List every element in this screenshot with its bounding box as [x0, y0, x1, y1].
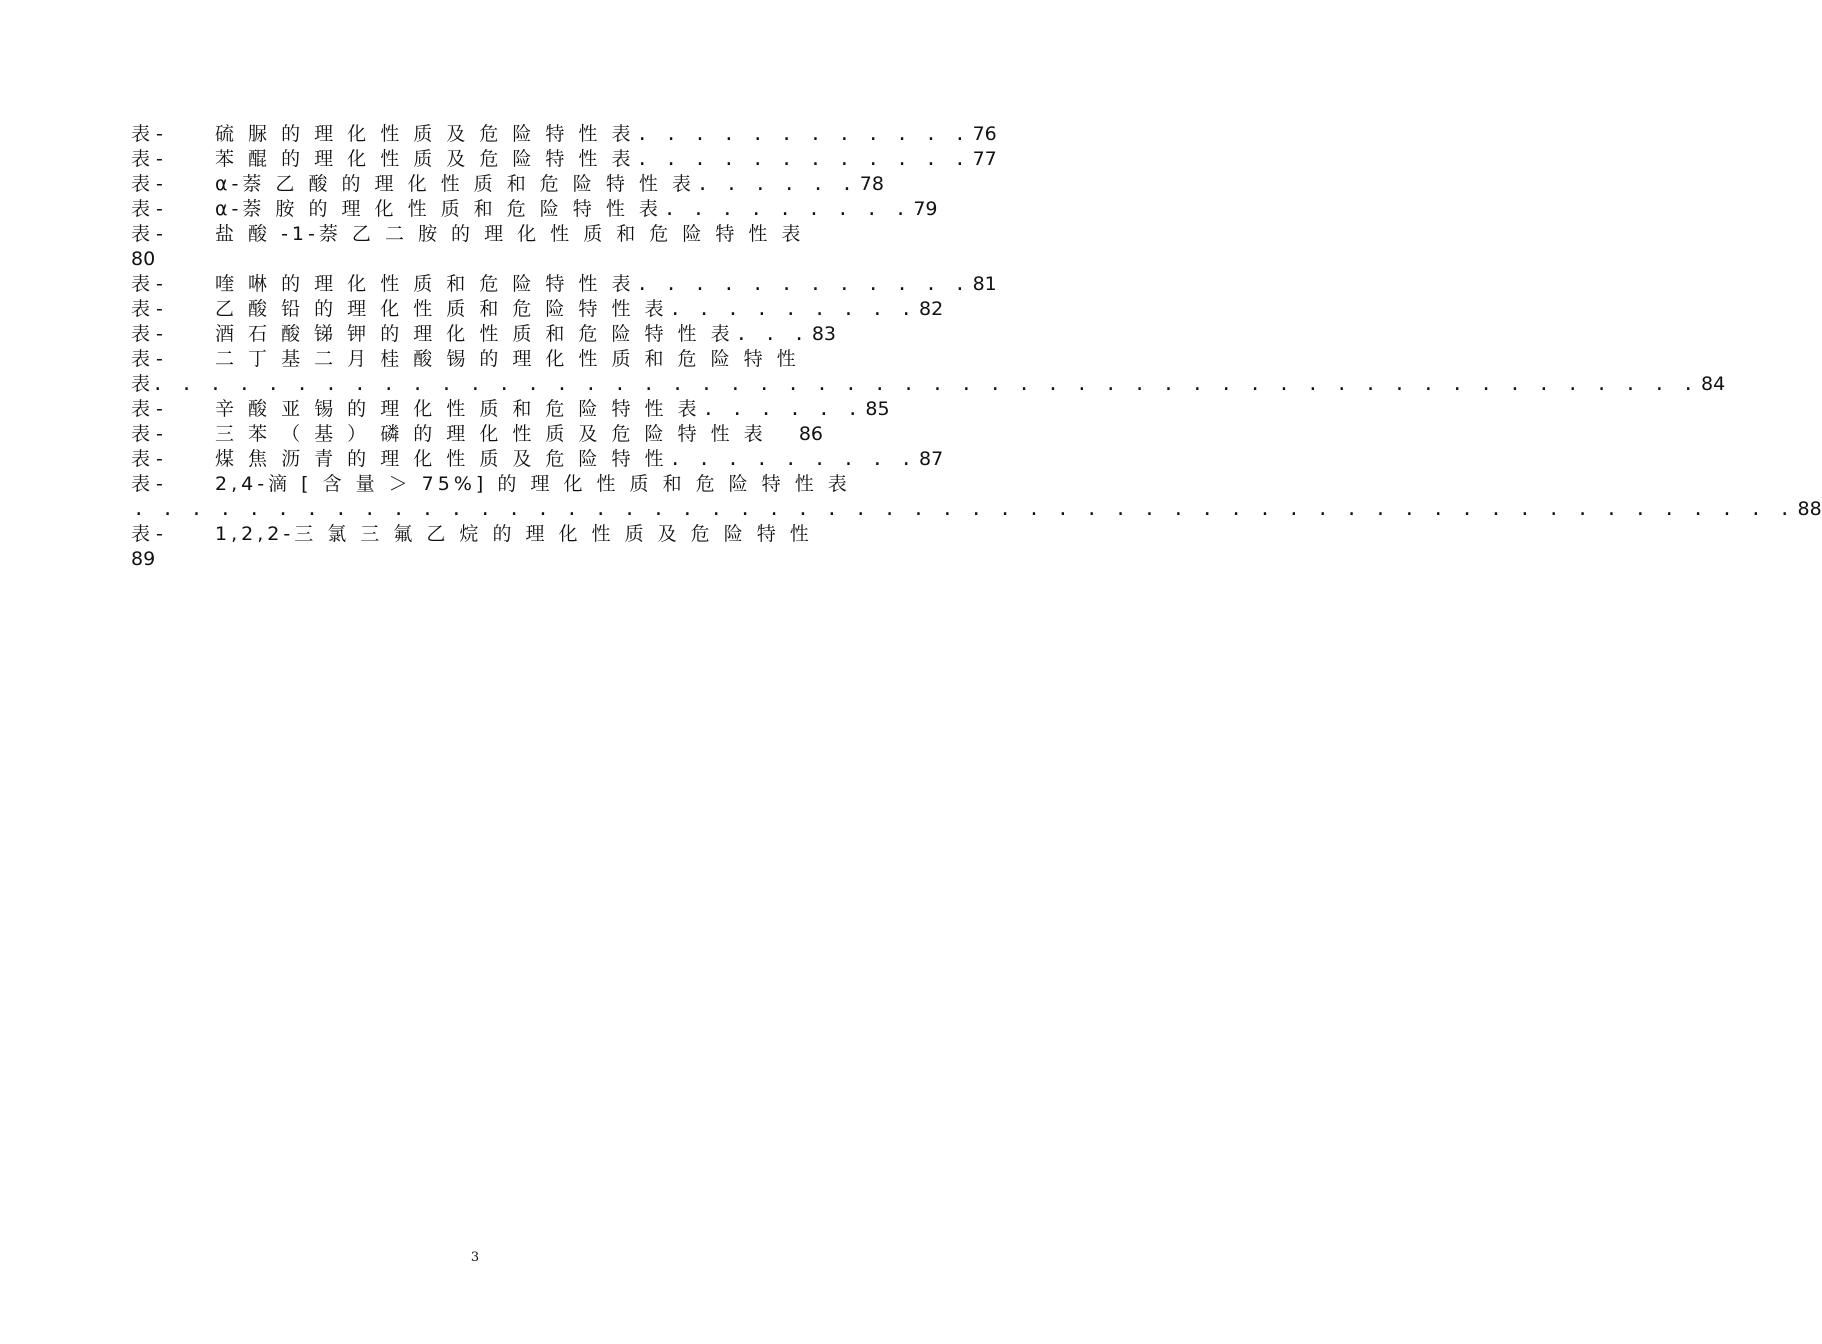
toc-page-number-continuation: 89 [131, 548, 156, 570]
toc-leader: . . . . . . . . . . . . [636, 273, 969, 295]
toc-leader: . . . . . . . . . . . . . . . . . . . . . . . . . . . . . . . . . . . . . . . . . . . . . . . . . . . . . . [152, 373, 1697, 395]
toc-leader: . . . . . . . . . [669, 448, 915, 470]
toc-title: 乙 酸 铅 的 理 化 性 质 和 危 险 特 性 表 [215, 298, 668, 320]
toc-prefix: 表 - [131, 423, 163, 445]
toc-title: 酒 石 酸 锑 钾 的 理 化 性 质 和 危 险 特 性 表 [215, 323, 734, 345]
toc-entry[interactable] [131, 122, 997, 147]
toc-entry[interactable] [131, 322, 836, 347]
toc-prefix: 表 - [131, 398, 163, 420]
toc-prefix: 表 - [131, 273, 163, 295]
toc-prefix: 表 - [131, 348, 163, 370]
toc-continuation-text: 表 [131, 373, 151, 395]
toc-entry[interactable] [131, 297, 944, 322]
toc-leader: . . . . . . . . . [663, 198, 910, 220]
toc-title: 硫 脲 的 理 化 性 质 及 危 险 特 性 表 [215, 123, 635, 145]
page-number-footer: 3 [470, 1250, 480, 1265]
toc-prefix: 表 - [131, 473, 163, 495]
toc-prefix: 表 - [131, 123, 163, 145]
toc-title: α-萘 胺 的 理 化 性 质 和 危 险 特 性 表 [215, 198, 662, 220]
toc-page-number: 83 [811, 323, 836, 345]
toc-page-number: 84 [1701, 373, 1726, 395]
toc-prefix: 表 - [131, 448, 163, 470]
toc-page-number: 79 [913, 198, 938, 220]
toc-title: α-萘 乙 酸 的 理 化 性 质 和 危 险 特 性 表 [215, 173, 695, 195]
toc-entry[interactable] [131, 422, 823, 447]
toc-entry[interactable] [131, 272, 997, 297]
toc-entry[interactable] [131, 347, 823, 372]
toc-page-number: 78 [859, 173, 884, 195]
toc-continuation [131, 372, 1726, 397]
toc-leader: . . . . . . . . . . . . . . . . . . . . . . . . . . . . . . . . . . . . . . . . . . . . . . . . . . . . . . . . . . [133, 498, 1794, 520]
toc-page-number: 82 [918, 298, 944, 320]
toc-prefix: 表 - [131, 198, 163, 220]
toc-page-number: 87 [918, 448, 944, 470]
toc-leader: . . . . . . . . . . . . [636, 148, 969, 170]
toc-entry[interactable] [131, 522, 823, 547]
toc-page-number: 77 [972, 148, 997, 170]
toc-title: 2,4-滴 [ 含 量 ＞ 75%] 的 理 化 性 质 和 危 险 特 性 表 [215, 473, 851, 495]
toc-prefix: 表 - [131, 523, 163, 545]
toc-page-number: 86 [798, 423, 823, 445]
toc-leader: . . . . . . . . . [669, 298, 915, 320]
toc-page-number: 76 [972, 123, 997, 145]
toc-entry[interactable] [131, 472, 851, 497]
toc-leader: . . . . . . [696, 173, 856, 195]
toc-page-number: 88 [1797, 498, 1822, 520]
toc-prefix: 表 - [131, 298, 163, 320]
toc-title: 二 丁 基 二 月 桂 酸 锡 的 理 化 性 质 和 危 险 特 性 [215, 348, 800, 370]
toc-page-number: 85 [865, 398, 890, 420]
toc-entry[interactable] [131, 197, 938, 222]
toc-title: 辛 酸 亚 锡 的 理 化 性 质 和 危 险 特 性 表 [215, 398, 701, 420]
toc-entry[interactable] [131, 397, 890, 422]
toc-leader: . . . . . . [702, 398, 862, 420]
toc-entry[interactable] [131, 222, 823, 247]
toc-continuation [131, 497, 1822, 522]
toc-entry[interactable] [131, 172, 884, 197]
toc-prefix: 表 - [131, 173, 163, 195]
toc-title: 三 苯 （ 基 ） 磷 的 理 化 性 质 及 危 险 特 性 表 [215, 423, 767, 445]
toc-prefix: 表 - [131, 323, 163, 345]
toc-entry[interactable] [131, 147, 997, 172]
toc-prefix: 表 - [131, 223, 163, 245]
toc-title: 盐 酸 -1-萘 乙 二 胺 的 理 化 性 质 和 危 险 特 性 表 [215, 223, 805, 245]
toc-prefix: 表 - [131, 148, 163, 170]
toc-title: 苯 醌 的 理 化 性 质 及 危 险 特 性 表 [215, 148, 635, 170]
toc-page-number: 81 [972, 273, 997, 295]
toc-leader: . . . [735, 323, 808, 345]
toc-title: 1,2,2-三 氯 三 氟 乙 烷 的 理 化 性 质 及 危 险 特 性 [215, 523, 813, 545]
toc-entry[interactable] [131, 447, 944, 472]
table-of-contents [131, 122, 1822, 572]
toc-title: 喹 啉 的 理 化 性 质 和 危 险 特 性 表 [215, 273, 635, 295]
toc-leader: . . . . . . . . . . . . [636, 123, 969, 145]
toc-title: 煤 焦 沥 青 的 理 化 性 质 及 危 险 特 性 [215, 448, 668, 470]
toc-page-number-continuation: 80 [131, 248, 156, 270]
